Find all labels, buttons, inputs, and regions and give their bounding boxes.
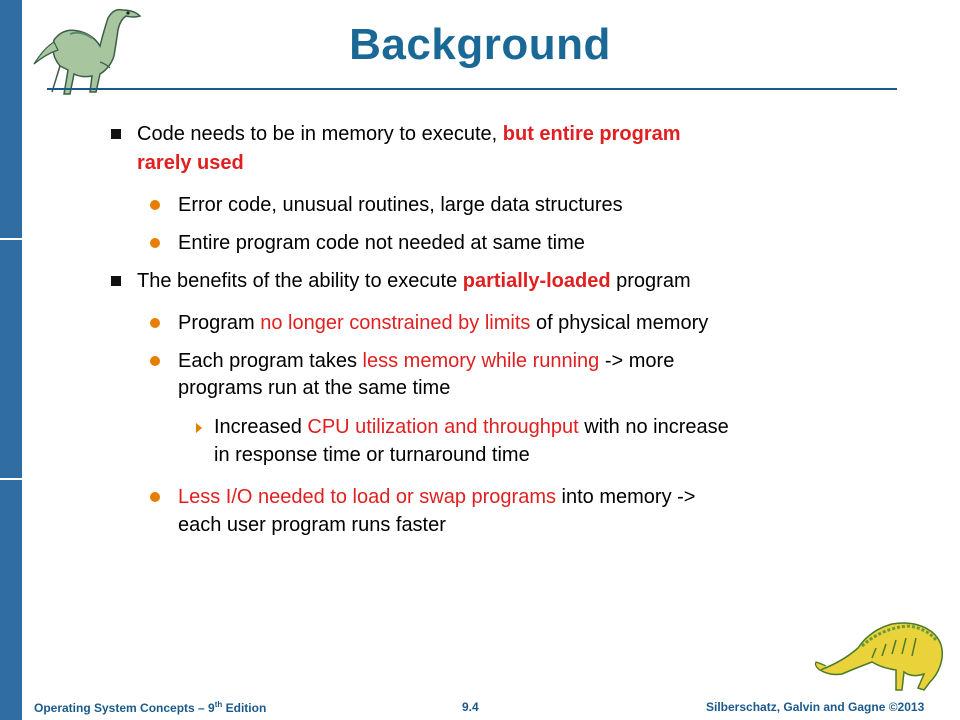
round-bullet-icon: [150, 356, 160, 366]
round-bullet-icon: [150, 492, 160, 502]
footer-course-title: [34, 700, 266, 715]
footer-divider: [22, 692, 960, 693]
text-segment: Increased: [214, 416, 308, 438]
highlight-segment: CPU utilization and throughput: [307, 416, 579, 438]
bullet-text-continued: in response time or turnaround time: [214, 444, 530, 466]
round-bullet-icon: [150, 200, 160, 210]
text-segment: into memory ->: [556, 486, 696, 508]
bullet-text: [178, 483, 695, 512]
bullet-text-continued: programs run at the same time: [178, 377, 451, 399]
bullet-text-continued: each user program runs faster: [178, 514, 446, 536]
text-segment: with no increase: [578, 416, 729, 438]
bullet-text: [137, 267, 691, 296]
bullet-text-continued: rarely used: [137, 152, 244, 174]
highlight-segment: but entire program: [502, 123, 681, 145]
text-segment: Each program takes: [178, 350, 363, 372]
bullet-text: [178, 347, 674, 376]
square-bullet-icon: [111, 276, 121, 286]
text-segment: The benefits of the ability to execute: [137, 270, 463, 292]
footer-copyright: Silberschatz, Galvin and Gagne ©2013: [706, 700, 925, 714]
footer-text: Operating System Concepts – 9: [34, 701, 215, 715]
highlight-segment: no longer constrained by limits: [260, 312, 531, 334]
footer-text: Edition: [222, 701, 267, 715]
text-segment: -> more: [599, 350, 675, 372]
arrow-bullet-icon: [196, 423, 202, 433]
highlight-segment: less memory while running: [362, 350, 600, 372]
text-segment: of physical memory: [530, 312, 709, 334]
highlight-segment: Less I/O needed to load or swap programs: [178, 486, 556, 508]
highlight-segment: partially-loaded: [462, 270, 611, 292]
footer-superscript: th: [214, 700, 223, 709]
bullet-text: Entire program code not needed at same time: [178, 232, 585, 254]
text-segment: Code needs to be in memory to execute,: [137, 123, 503, 145]
dinosaur-skeleton-logo-icon: [812, 608, 952, 694]
square-bullet-icon: [111, 129, 121, 139]
bullet-text: [137, 120, 681, 149]
bullet-text: [178, 309, 708, 338]
slide-title: Background: [349, 20, 611, 69]
round-bullet-icon: [150, 318, 160, 328]
bullet-text: Error code, unusual routines, large data structures: [178, 194, 623, 216]
page-number: 9.4: [462, 700, 479, 714]
round-bullet-icon: [150, 238, 160, 248]
text-segment: program: [610, 270, 691, 292]
bullet-text: [214, 413, 729, 442]
text-segment: Program: [178, 312, 261, 334]
